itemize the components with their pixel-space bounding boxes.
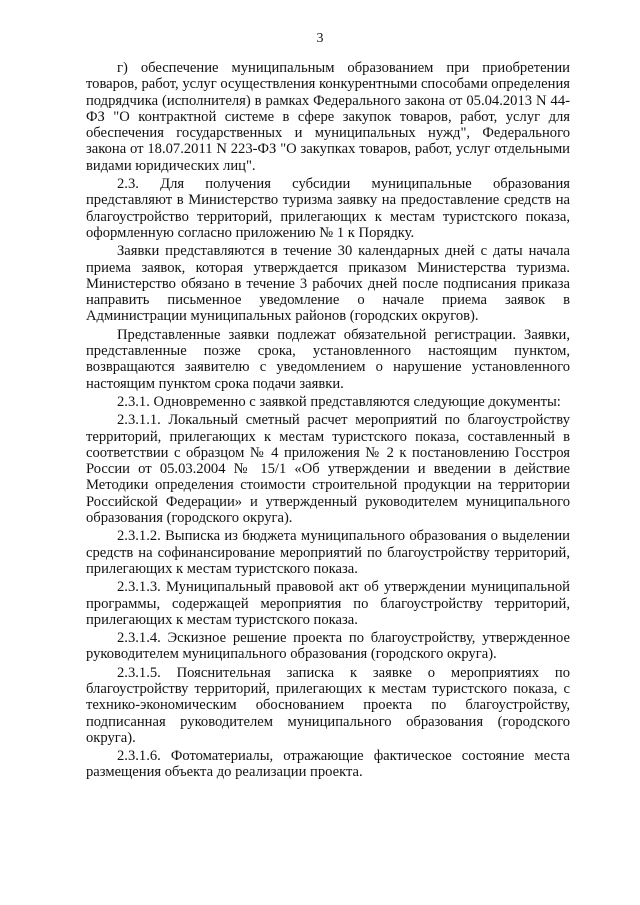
paragraph-procurement-subclause-g: г) обеспечение муниципальным образованием при приобретении товаров, работ, услуг осуществления конкурентными способами определения подрядчика (исполнителя) в рамках Федерального закона от 05.04.2013 N 44-ФЗ "О контрактной системе в сфере закупок товаров, работ, услуг для обеспечения государственных и муниципальных нужд", Федерального закона от 18.07.2011 N 223-ФЗ "О закупках товаров, работ, услуг отдельными видами юридических лиц". xyxy=(86,60,570,174)
paragraph-2-3-1-documents-intro: 2.3.1. Одновременно с заявкой представляются следующие документы: xyxy=(117,393,561,410)
paragraph-2-3-1-1-cost-estimate: 2.3.1.1. Локальный сметный расчет мероприятий по благоустройству территорий, прилегающих к местам туристского показа, составленный в соответствии с образцом № 4 приложения № 2 к постановлению Госстроя России от 05.03.2004 № 15/1 «Об утверждении и введении в действие Методики определения стоимости строительной продукции на территории Российской Федерации» и утвержденный руководителем муниципального образования (городского округа). xyxy=(86,412,570,527)
paragraph-2-3-1-3-municipal-act: 2.3.1.3. Муниципальный правовой акт об утверждении муниципальной программы, содержащей мероприятия по благоустройству территорий, прилегающих к местам туристского показа. xyxy=(86,579,570,628)
paragraph-2-3-1-4-sketch-solution: 2.3.1.4. Эскизное решение проекта по благоустройству, утвержденное руководителем муниципального образования (городского округа). xyxy=(86,630,570,663)
paragraph-2-3-application-submission: 2.3. Для получения субсидии муниципальные образования представляют в Министерство туризма заявку на предоставление средств на благоустройство территорий, прилегающих к местам туристского показа, оформленную согласно приложению № 1 к Порядку. xyxy=(86,176,570,241)
paragraph-2-3-1-6-photo-materials: 2.3.1.6. Фотоматериалы, отражающие фактическое состояние места размещения объекта до реализации проекта. xyxy=(86,748,570,781)
paragraph-2-3-1-2-budget-extract: 2.3.1.2. Выписка из бюджета муниципального образования о выделении средств на софинансирование мероприятий по благоустройству территорий, прилегающих к местам туристского показа. xyxy=(86,528,570,577)
document-body xyxy=(86,60,570,783)
page-number: 3 xyxy=(316,31,324,46)
paragraph-application-deadline: Заявки представляются в течение 30 календарных дней с даты начала приема заявок, которая утверждается приказом Министерства туризма. Министерство обязано в течение 3 рабочих дней после подписания приказа направить письменное уведомление о начале приема заявок в Администрации муниципальных районов (городских округов). xyxy=(86,243,570,325)
paragraph-application-registration: Представленные заявки подлежат обязательной регистрации. Заявки, представленные позже срока, установленного настоящим пунктом, возвращаются заявителю с уведомлением о нарушение установленного настоящим пунктом срока подачи заявки. xyxy=(86,326,570,392)
paragraph-2-3-1-5-explanatory-note: 2.3.1.5. Пояснительная записка к заявке о мероприятиях по благоустройству территорий, прилегающих к местам туристского показа, с технико-экономическим обоснованием проекта по благоустройству, подписанная руководителем муниципального образования (городского округа). xyxy=(86,664,570,746)
